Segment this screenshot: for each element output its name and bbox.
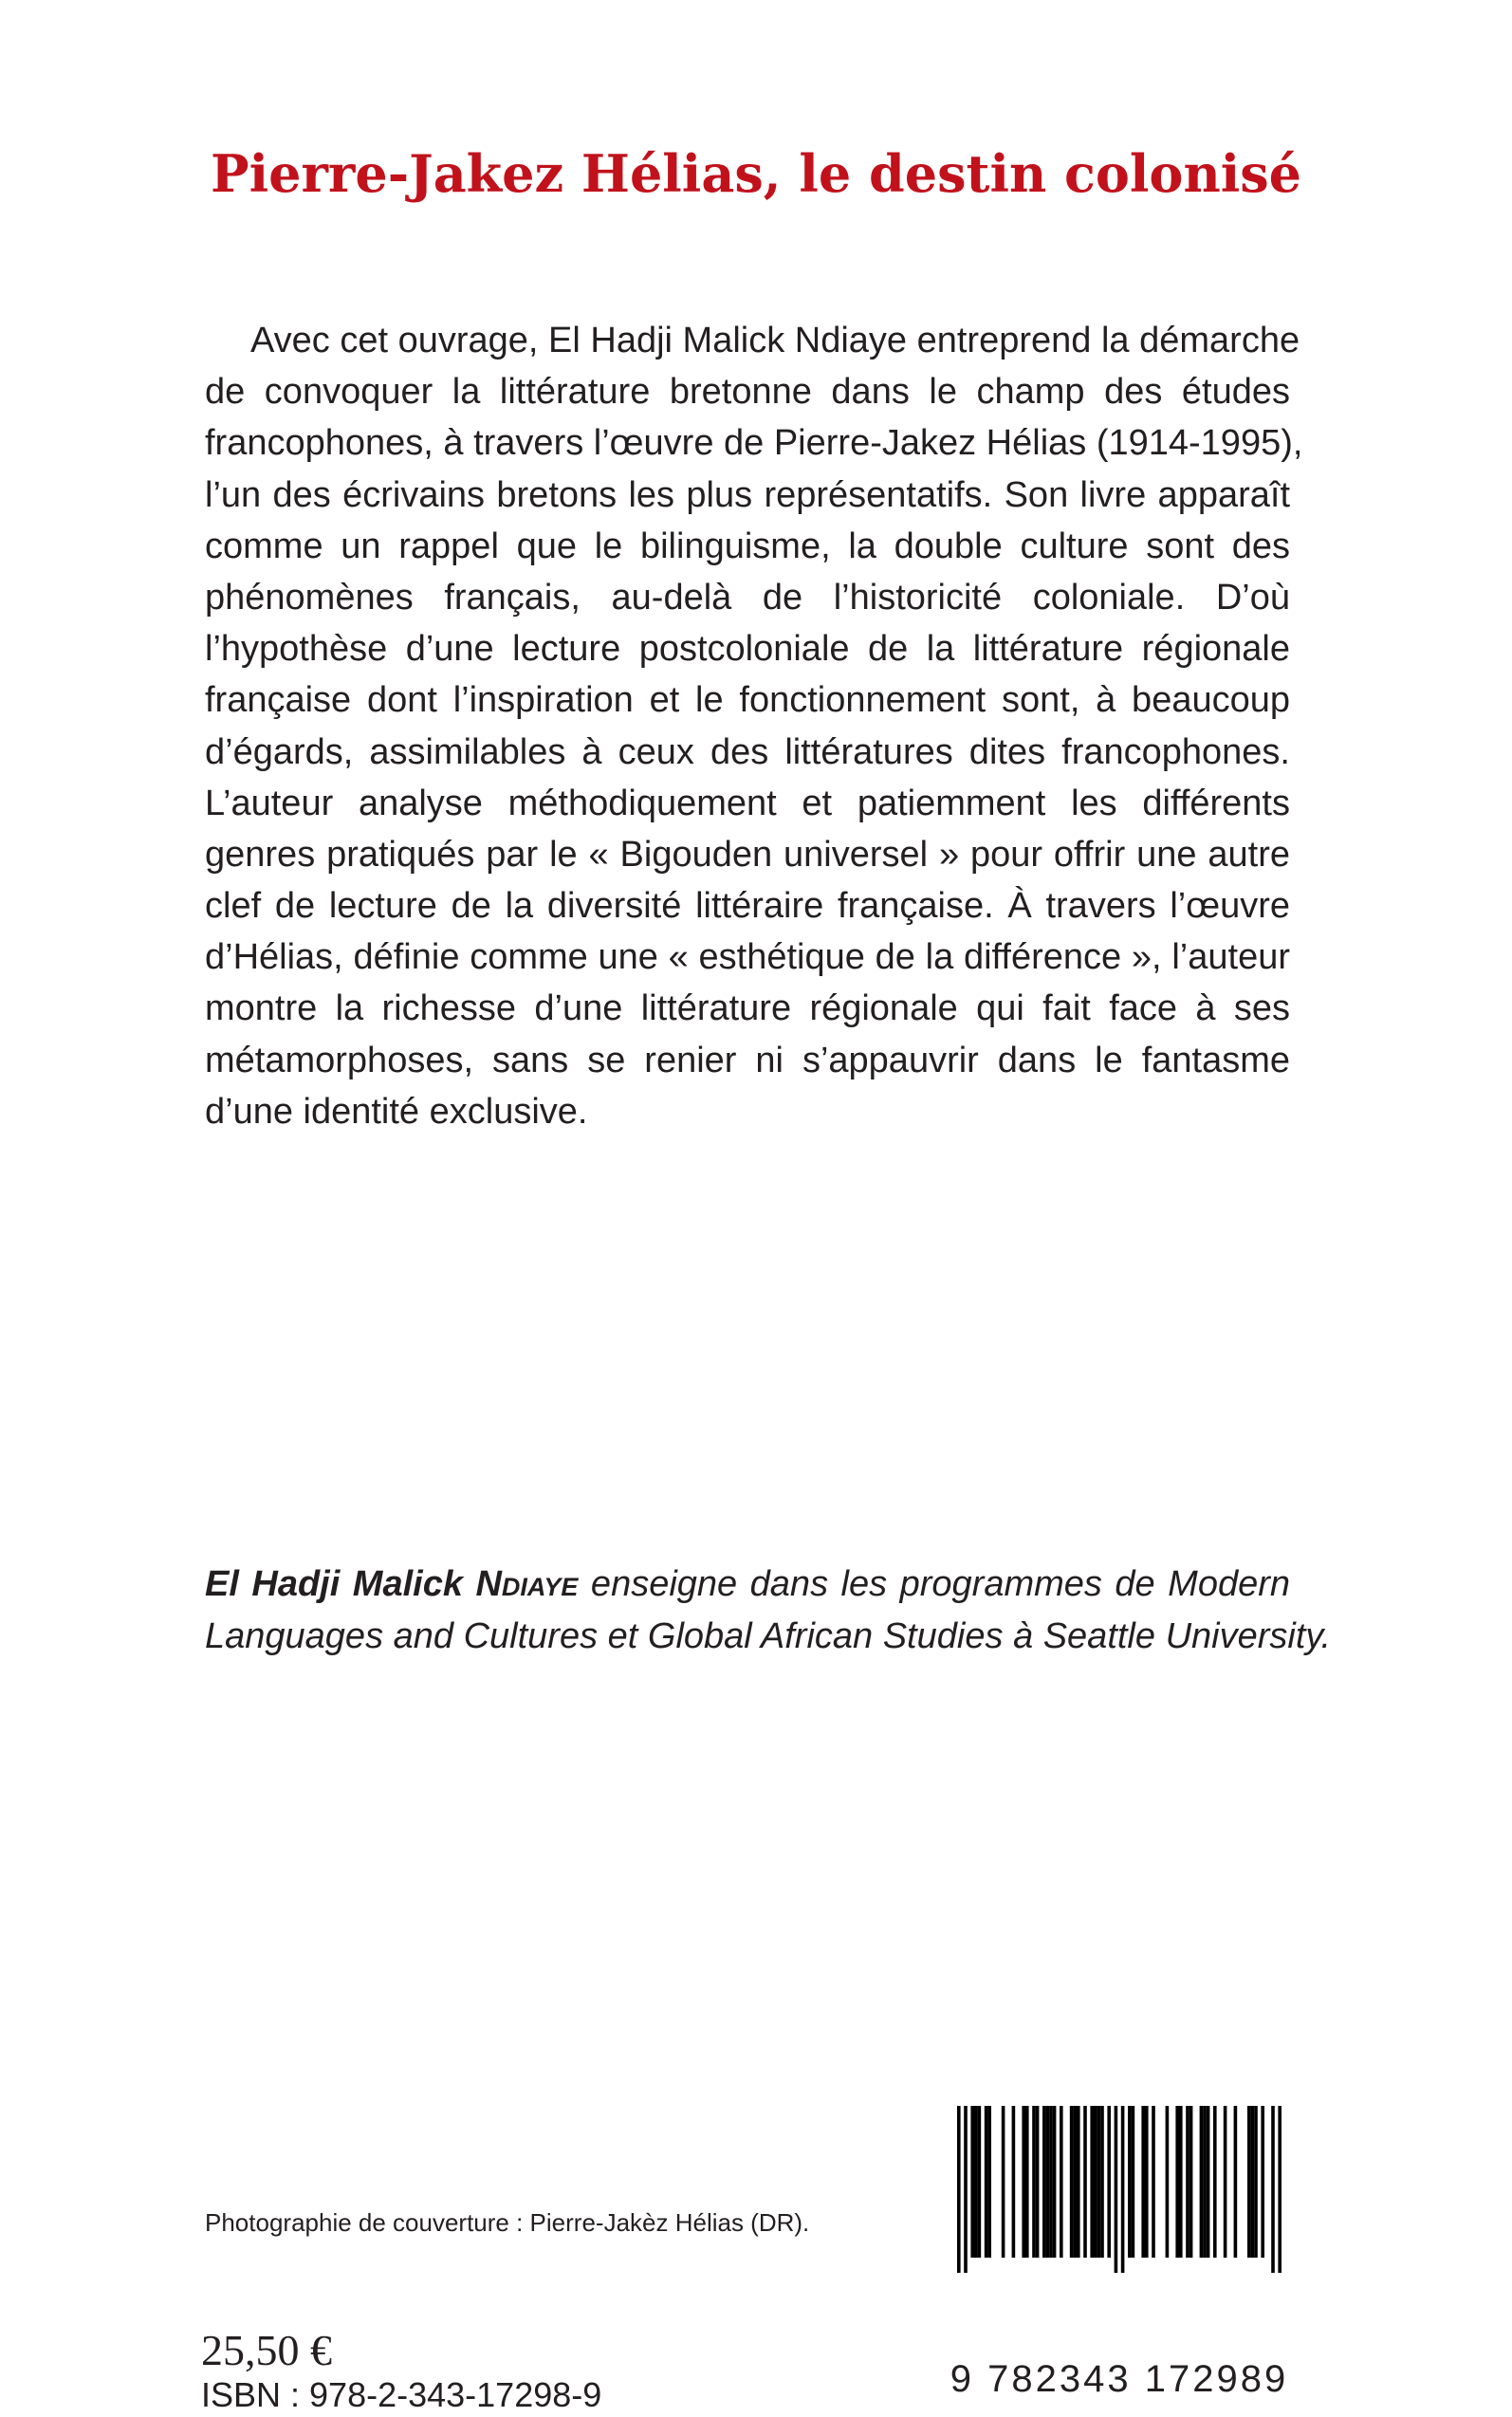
summary-line: métamorphoses, sans se renier ni s’appauvrir dans le fantasme (205, 1040, 1290, 1080)
barcode-bar (1073, 2106, 1077, 2258)
barcode-bar (1224, 2106, 1227, 2258)
barcode-bar (1036, 2106, 1040, 2258)
summary-line: française dont l’inspiration et le fonctionnement sont, à beaucoup (205, 680, 1290, 721)
barcode-bar (1203, 2106, 1207, 2258)
author-bio (205, 1559, 1332, 1663)
barcode-bar (1175, 2106, 1179, 2258)
barcode-bar (957, 2106, 961, 2273)
photo-credit: Photographie de couverture : Pierre-Jakèz Hélias (DR). (205, 2208, 810, 2237)
summary-line: Avec cet ouvrage, El Hadji Malick Ndiaye entreprend la démarche (250, 321, 1300, 360)
barcode-bar (1032, 2106, 1036, 2258)
barcode-bar (1213, 2106, 1217, 2258)
barcode-bar (1247, 2106, 1251, 2258)
barcode-bar (1186, 2106, 1189, 2258)
barcode-bar (1049, 2106, 1053, 2258)
summary-line: francophones, à travers l’œuvre de Pierre-Jakez Hélias (1914-1995), (205, 423, 1303, 464)
summary-line: clef de lecture de la diversité littéraire française. À travers l’œuvre (205, 886, 1290, 927)
isbn-barcode (949, 2106, 1290, 2315)
barcode-bar (1070, 2106, 1074, 2258)
isbn-number: ISBN : 978-2-343-17298-9 (201, 2375, 602, 2414)
barcode-bar (1254, 2106, 1258, 2258)
barcode-bar (1053, 2106, 1057, 2258)
barcode-bar (1234, 2106, 1238, 2258)
barcode-bar (1152, 2106, 1155, 2258)
barcode-bar (1100, 2106, 1104, 2258)
summary-line: comme un rappel que le bilinguisme, la double culture sont des (205, 526, 1290, 566)
barcode-bar (985, 2106, 988, 2258)
barcode-bar (1207, 2106, 1210, 2258)
barcode-digits: 9 782343 172989 (950, 2358, 1289, 2400)
bio-text: enseigne dans les programmes de Modern (578, 1564, 1291, 1604)
barcode-bar (1115, 2106, 1118, 2273)
author-last-name: Ndiaye (475, 1564, 579, 1604)
summary-line: d’égards, assimilables à ceux des littératures dites francophones. (205, 731, 1290, 772)
price: 25,50 € (201, 2326, 332, 2374)
summary-line: d’Hélias, définie comme une « esthétique de la différence », l’auteur (205, 937, 1290, 978)
barcode-bar (1012, 2106, 1016, 2258)
summary-line: montre la richesse d’une littérature régionale qui fait face à ses (205, 988, 1290, 1029)
barcode-bars (949, 2106, 1290, 2315)
barcode-bar (1077, 2106, 1080, 2258)
barcode-bar (1083, 2106, 1087, 2258)
author-first-name: El Hadji Malick (205, 1564, 463, 1604)
book-title: Pierre-Jakez Hélias, le destin colonisé (211, 143, 1301, 204)
summary-line: l’un des écrivains bretons les plus représentatifs. Son livre apparaît (205, 474, 1290, 515)
bio-line: Languages and Cultures et Global African Studies à Seattle University. (205, 1616, 1332, 1656)
barcode-bar (1107, 2106, 1111, 2258)
barcode-bar (1128, 2106, 1132, 2258)
barcode-bar (1002, 2106, 1005, 2258)
barcode-bar (1094, 2106, 1097, 2258)
summary-line: genres pratiqués par le « Bigouden universel » pour offrir une autre (205, 834, 1290, 875)
summary-line: l’hypothèse d’une lecture postcoloniale de la littérature régionale (205, 629, 1290, 670)
barcode-bar (974, 2106, 978, 2258)
summary-line: phénomènes français, au-delà de l’historicité coloniale. D’où (205, 577, 1290, 618)
barcode-bar (1060, 2106, 1063, 2258)
summary-line: d’une identité exclusive. (205, 1091, 588, 1132)
barcode-bar (1090, 2106, 1094, 2258)
summary-line: L’auteur analyse méthodiquement et patiemment les différents (205, 783, 1290, 823)
barcode-bar (1179, 2106, 1183, 2258)
barcode-bar (1261, 2106, 1264, 2258)
barcode-bar (1189, 2106, 1193, 2258)
barcode-bar (970, 2106, 974, 2258)
barcode-bar (1097, 2106, 1101, 2258)
barcode-bar (1166, 2106, 1170, 2258)
barcode-bar (1251, 2106, 1255, 2258)
barcode-bar (1278, 2106, 1282, 2273)
bio-line (205, 1559, 1290, 1611)
barcode-bar (1022, 2106, 1025, 2258)
barcode-bar (1046, 2106, 1050, 2258)
barcode-bar (1121, 2106, 1125, 2273)
barcode-bar (1200, 2106, 1204, 2258)
book-summary (205, 315, 1303, 1137)
barcode-bar (1271, 2106, 1275, 2273)
barcode-bar (987, 2106, 991, 2258)
barcode-bar (1141, 2106, 1145, 2258)
barcode-bar (1042, 2106, 1046, 2258)
barcode-bar (1132, 2106, 1135, 2258)
barcode-bar (1025, 2106, 1029, 2258)
barcode-bar (978, 2106, 982, 2258)
barcode-bar (964, 2106, 968, 2273)
barcode-bar (1145, 2106, 1149, 2258)
summary-line: de convoquer la littérature bretonne dans le champ des études (205, 372, 1290, 413)
